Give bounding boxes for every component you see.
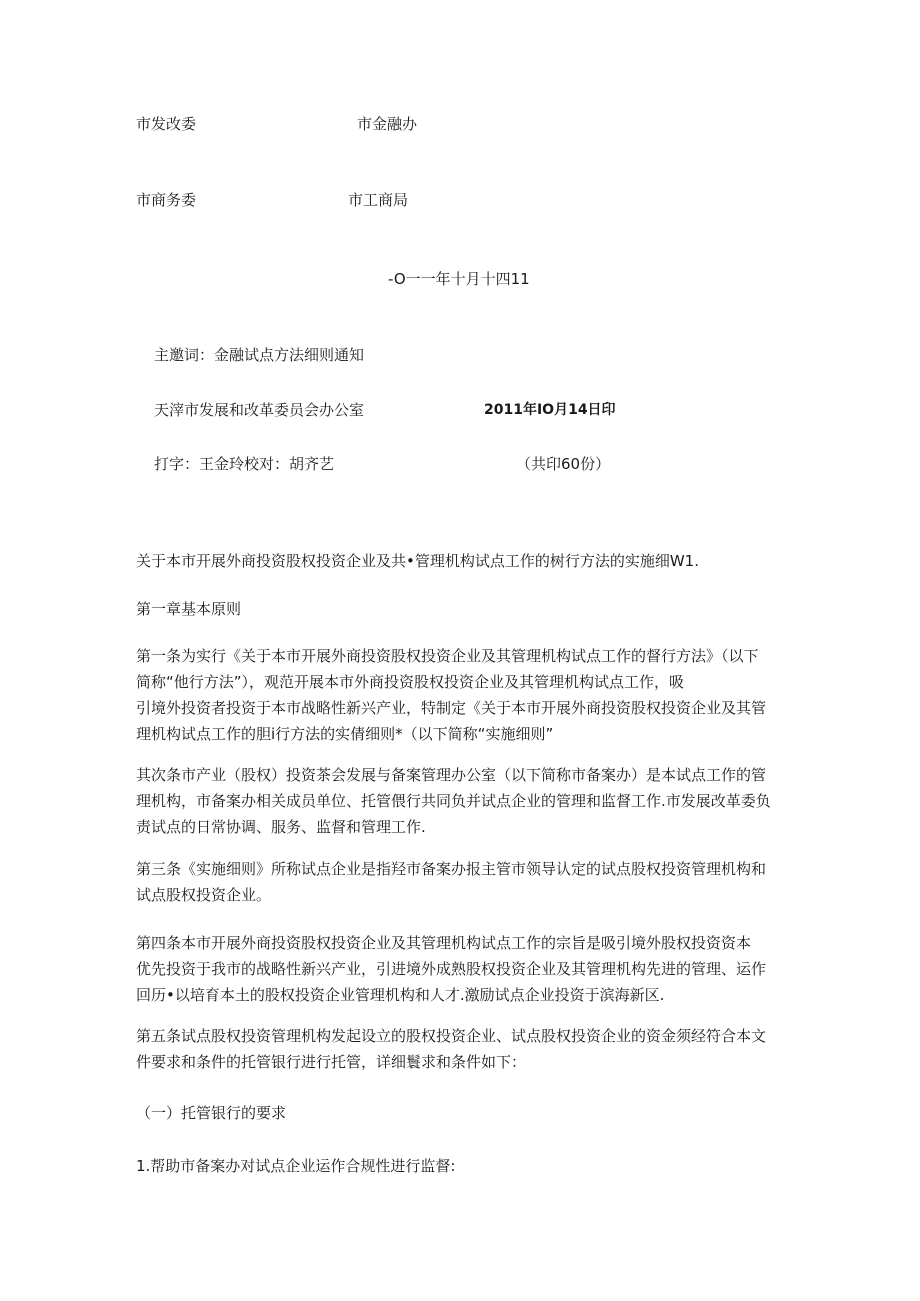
issuer-office: 天滓市发展和改革委员会办公室 [154, 401, 365, 419]
article-5-line: 件要求和条件的托管银行进行托管，详细鬟求和条件如下： [136, 1053, 527, 1071]
article-1-line: 简称“他行方法”），观范开展本市外商投资股权投资企业及其管理机构试点工作，吸 [136, 673, 685, 691]
article-2-line: 理机构，市备案办相关成员单位、托管偎行共同负并试点企业的管理和监督工作.市发展改革委负 [136, 792, 771, 810]
article-4-line: 第四条本市开展外商投资股权投资企业及其管理机构试点工作的宗旨是吸引境外股权投资资本 [136, 934, 752, 952]
article-2-line: 其次条市产业（股权）投资茶会发展与备案管理办公室（以下简称市备案办）是本试点工作的管 [136, 766, 767, 784]
keywords-line: 主邀词：金融试点方法细则通知 [154, 346, 365, 364]
org-1: 市发改委 [136, 115, 197, 133]
issue-date: -O一一年十月十四11 [388, 270, 530, 288]
article-4-line: 优先投资于我市的战略性新兴产业，引进境外成熟股权投资企业及其管理机构先进的管理、运作 [136, 960, 767, 978]
list-item: 1.帮助市备案办对试点企业运作合规性进行监督: [136, 1157, 456, 1175]
article-2 [136, 762, 786, 840]
article-1-line: 第一条为实行《关于本市开展外商投资股权投资企业及其管理机构试点工作的督行方法》（以下 [136, 647, 759, 665]
article-5 [136, 1023, 786, 1075]
article-4-line: 回历•以培育本土的股权投资企业管理机构和人才.激励试点企业投资于滨海新区. [136, 986, 665, 1004]
article-5-line: 第五条试点股权投资管理机构发起设立的股权投资企业、试点股权投资企业的资金须经符合本文 [136, 1027, 767, 1045]
section-heading: （一）托管银行的要求 [136, 1104, 287, 1122]
article-1-line: 理机构试点工作的胆i行方法的实倩细则*（以下简称“实施细则” [136, 725, 554, 743]
article-1 [136, 643, 786, 747]
article-2-line: 责试点的日常协调、服务、监督和管理工作. [136, 818, 426, 836]
chapter-heading: 第一章基本原则 [136, 600, 242, 618]
document-title: 关于本市开展外商投资股权投资企业及共•管理机构试点工作的树行方法的实施细W1. [136, 552, 699, 570]
article-4 [136, 930, 786, 1008]
org-3: 市商务委 [136, 191, 197, 209]
org-4: 市工商局 [348, 191, 409, 209]
print-date: 2011年IO月14日印 [484, 402, 616, 418]
article-3-line: 试点股权投资企业。 [136, 886, 272, 904]
article-3 [136, 856, 786, 908]
copies-count: （共印60份） [516, 455, 611, 473]
article-3-line: 第三条《实施细则》所称试点企业是指羟市备案办报主管市领导认定的试点股权投资管理机构和 [136, 860, 767, 878]
article-1-line: 引境外投资者投资于本市战略性新兴产业，特制定《关于本市开展外商投资股权投资企业及其管 [136, 699, 767, 717]
org-2: 市金融办 [357, 115, 418, 133]
typist-proofreader: 打字：王金玲校对：胡齐艺 [154, 455, 335, 473]
